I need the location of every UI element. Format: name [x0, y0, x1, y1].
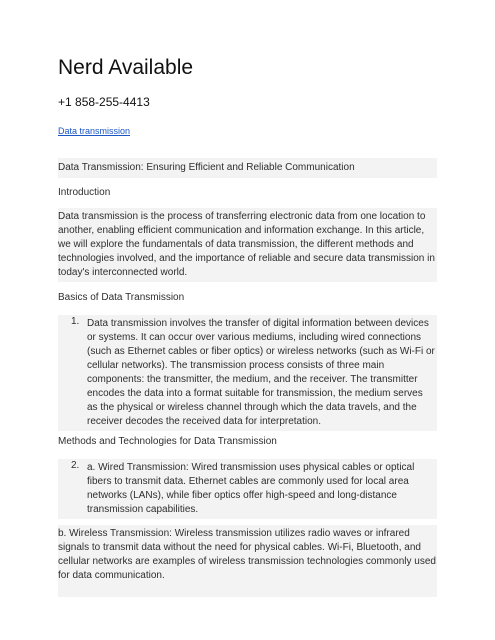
page-title: Nerd Available — [58, 56, 194, 79]
phone-number: +1 858-255-4413 — [58, 95, 150, 109]
data-transmission-link[interactable]: Data transmission — [58, 126, 131, 136]
methods-heading: Methods and Technologies for Data Transmission — [58, 436, 277, 447]
list-item-number: 2. — [71, 460, 80, 471]
wireless-paragraph: b. Wireless Transmission: Wireless transmission utilizes radio waves or infrared signals to transmit data without the need for physical cables. Wi-Fi, Bluetooth, and cellular networks are examples of wireless transmission technologies commonly used for data communication. — [58, 525, 437, 597]
article-heading: Data Transmission: Ensuring Efficient and Reliable Communication — [58, 158, 437, 178]
list-item-text: a. Wired Transmission: Wired transmission uses physical cables or optical fibers to transmit data. Ethernet cables are commonly used for local area networks (LANs), while fiber optics offer high-speed and long-distance transmission capabilities. — [87, 462, 415, 515]
basics-heading: Basics of Data Transmission — [58, 292, 185, 303]
list-item-number: 1. — [71, 316, 80, 327]
list-item — [58, 459, 437, 519]
list-item-text: Data transmission involves the transfer of digital information between devices or systems. It can occur over various mediums, including wired connections (such as Ethernet cables or fiber optics) or wireless networks (such as Wi-Fi or cellular networks). The transmission process consists of three main components: the transmitter, the medium, and the receiver. The transmitter encodes the data into a format suitable for transmission, the medium serves as the physical or wireless channel through which the data travels, and the receiver decodes the received data for interpretation. — [87, 318, 435, 427]
introduction-paragraph: Data transmission is the process of transferring electronic data from one location to another, enabling efficient communication and information exchange. In this article, we will explore the fundamentals of data transmission, the different methods and technologies involved, and the importance of reliable and secure data transmission in today's interconnected world. — [58, 208, 437, 282]
list-item — [58, 315, 437, 431]
introduction-heading: Introduction — [58, 187, 111, 198]
